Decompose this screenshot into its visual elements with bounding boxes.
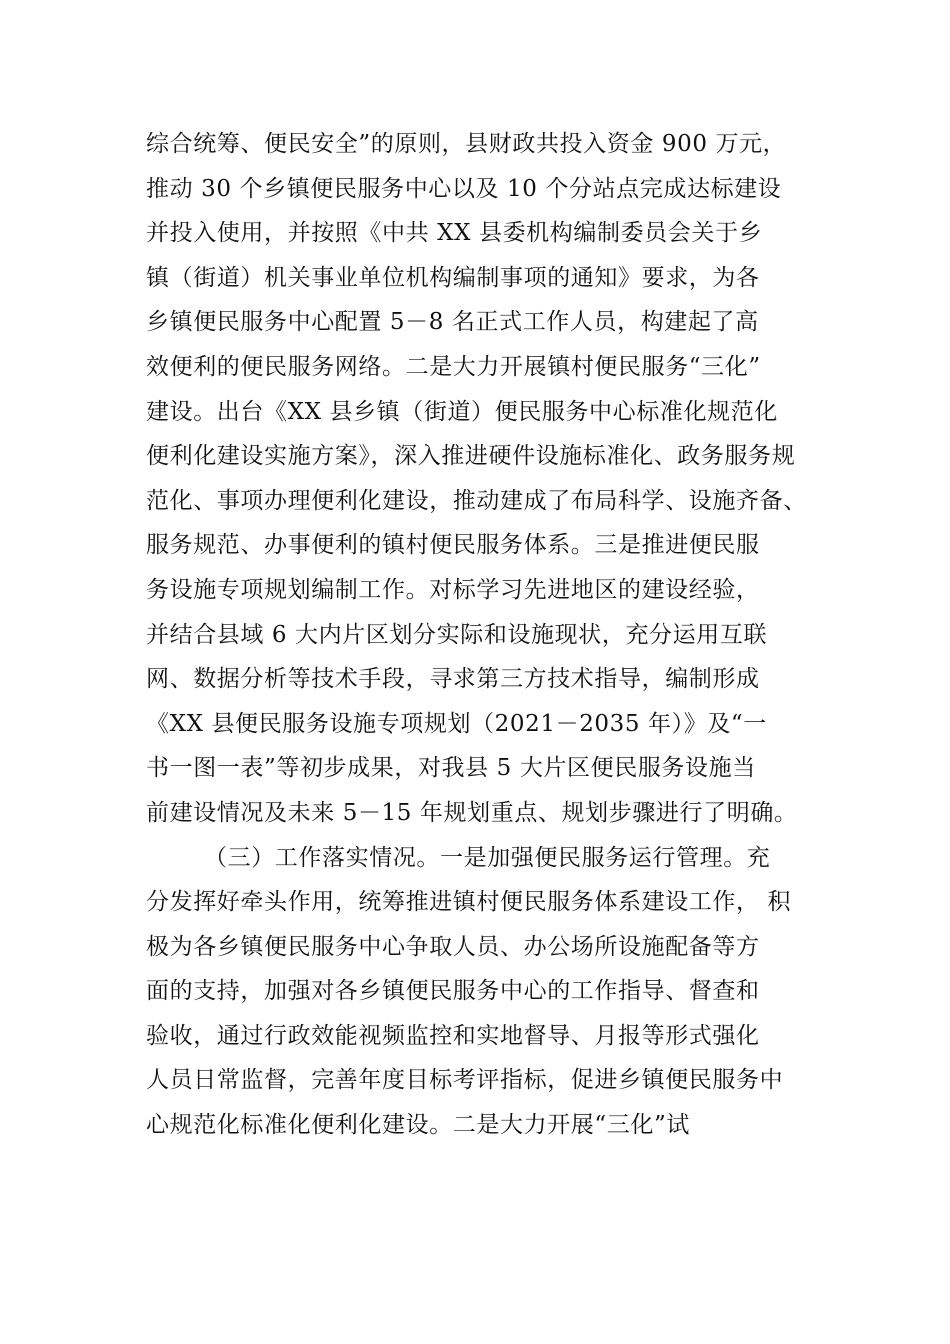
text-line: 范化、事项办理便利化建设，推动建成了布局科学、设施齐备、	[146, 487, 807, 514]
text-line: 《XX 县便民服务设施专项规划（2021－2035 年）》及“一	[146, 710, 767, 737]
text-line: 便利化建设实施方案》，深入推进硬件设施标准化、政务服务规	[146, 443, 796, 470]
text-line: 人员日常监督，完善年度目标考评指标，促进乡镇便民服务中	[146, 1067, 784, 1094]
text-line: 效便利的便民服务网络。二是大力开展镇村便民服务“三化”	[146, 353, 761, 380]
text-line: 综合统筹、便民安全”的原则，县财政共投入资金 900 万元，	[146, 131, 787, 157]
section-heading-line: （三）工作落实情况。一是加强便民服务运行管理。充	[204, 844, 771, 871]
text-line: 极为各乡镇便民服务中心争取人员、办公场所设施配备等方	[146, 933, 760, 960]
text-line: 验收，通过行政效能视频监控和实地督导、月报等形式强化	[146, 1022, 760, 1049]
text-line: 推动 30 个乡镇便民服务中心以及 10 个分站点完成达标建设	[146, 175, 782, 202]
text-line: 乡镇便民服务中心配置 5－8 名正式工作人员，构建起了高	[146, 309, 759, 336]
body-text	[146, 122, 866, 1148]
text-line: 并结合县域 6 大内片区划分实际和设施现状，充分运用互联	[146, 621, 768, 648]
text-line: 书一图一表”等初步成果，对我县 5 大片区便民服务设施当	[146, 755, 756, 782]
text-line: 心规范化标准化便利化建设。二是大力开展“三化”试	[146, 1112, 690, 1139]
text-line: 服务规范、办事便利的镇村便民服务体系。三是推进便民服	[146, 532, 760, 559]
text-line: 网、数据分析等技术手段，寻求第三方技术指导，编制形成	[146, 666, 760, 693]
text-line: 务设施专项规划编制工作。对标学习先进地区的建设经验，	[146, 576, 760, 603]
text-line: 镇（街道）机关事业单位机构编制事项的通知》要求，为各	[146, 264, 760, 291]
text-line: 分发挥好牵头作用，统筹推进镇村便民服务体系建设工作， 积	[146, 889, 792, 916]
text-line: 并投入使用，并按照《中共 XX 县委机构编制委员会关于乡	[146, 220, 763, 247]
text-line: 前建设情况及未来 5－15 年规划重点、规划步骤进行了明确。	[146, 799, 798, 826]
text-line: 建设。出台《XX 县乡镇（街道）便民服务中心标准化规范化	[146, 398, 778, 425]
text-line: 面的支持，加强对各乡镇便民服务中心的工作指导、督查和	[146, 978, 760, 1005]
